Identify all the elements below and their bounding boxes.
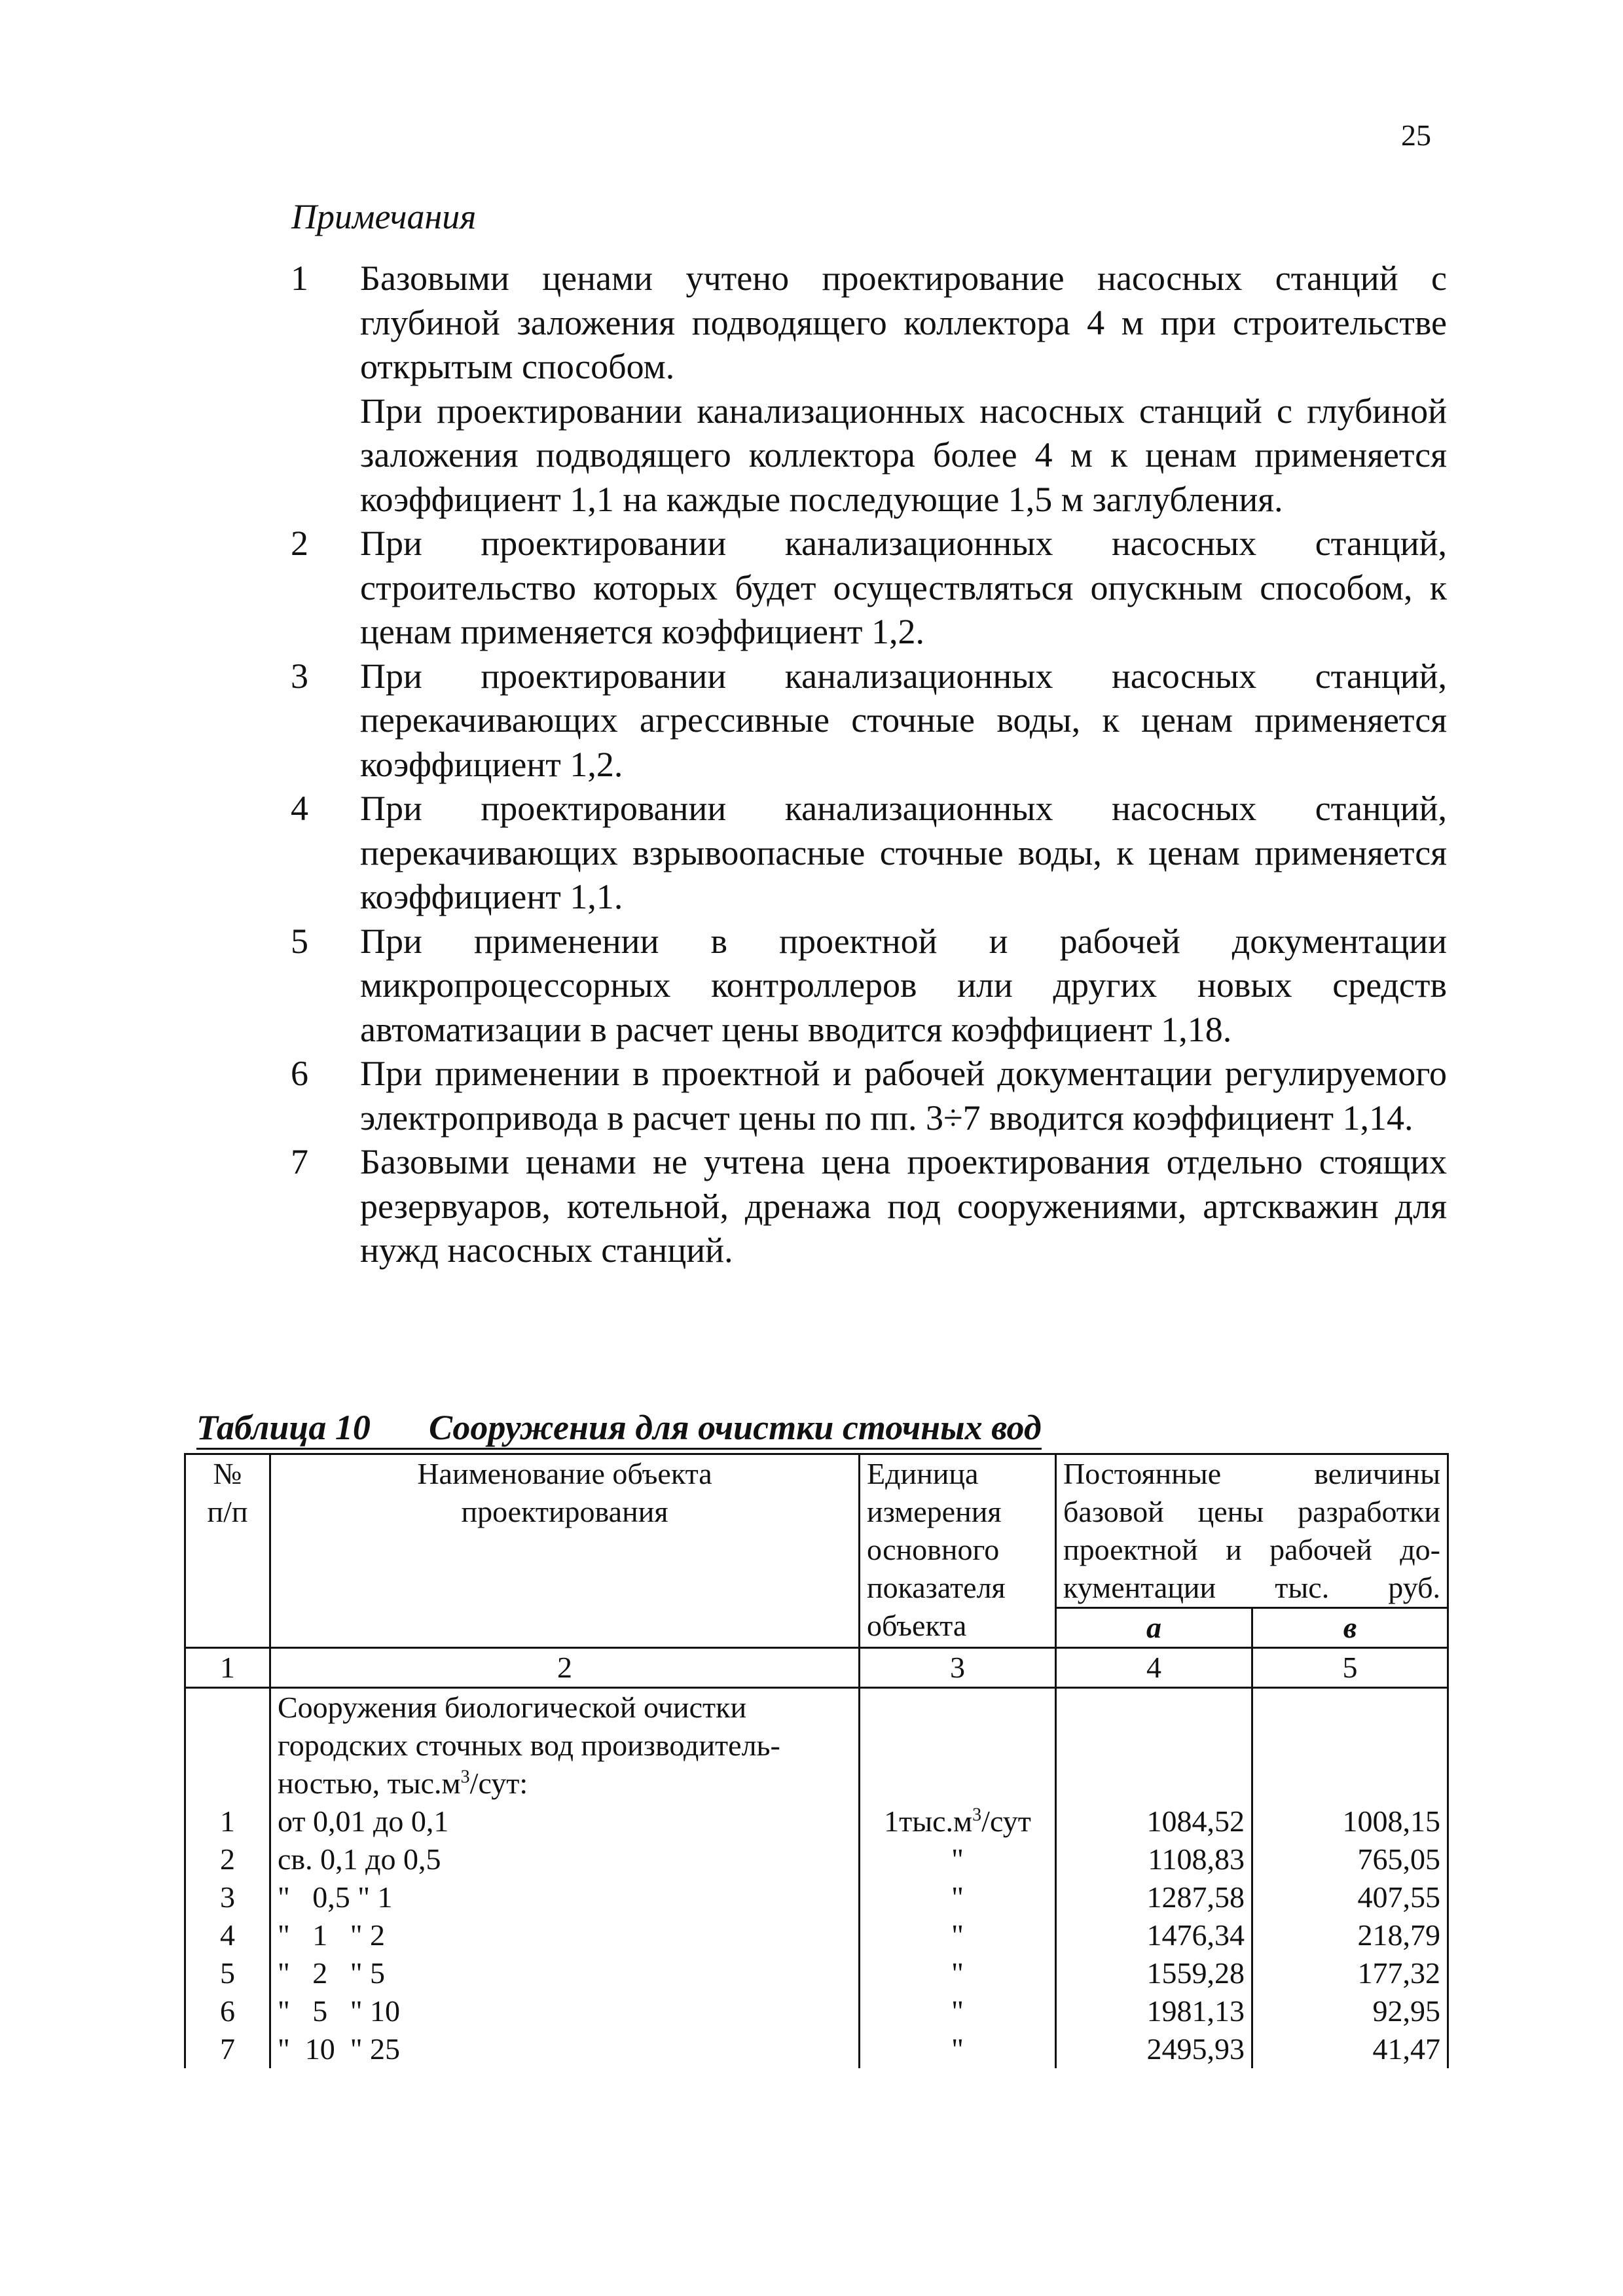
note-text: При проектировании канализационных насосных станций, перекачивающих агрессивные сточные воды, к ценам применяется коэффициент 1,2.: [360, 656, 1447, 784]
page-number: 25: [1401, 118, 1431, 152]
row-value-a: 1084,52: [1056, 1803, 1252, 1840]
header-a: а: [1056, 1608, 1252, 1648]
note-item: [288, 920, 1447, 1052]
row-number: 7: [185, 2030, 270, 2068]
row-unit: ": [860, 1992, 1056, 2030]
colnum-2: 2: [270, 1648, 860, 1688]
row-value-b: 765,05: [1252, 1840, 1448, 1878]
table-row: [185, 1954, 1448, 1992]
note-extra-text: При проектировании канализационных насосных станций с глубиной заложения подводящего коллектора более 4 м к ценам применяется коэффициент 1,1 на каждые последующие 1,5 м заглубления.: [360, 391, 1447, 519]
table-row: [185, 2030, 1448, 2068]
row-value-a: 1559,28: [1056, 1954, 1252, 1992]
note-text: При применении в проектной и рабочей документации микропроцессорных контроллеров или других новых средств автоматизации в расчет цены вводится коэффициент 1,18.: [360, 921, 1447, 1049]
row-value-b: 92,95: [1252, 1992, 1448, 2030]
row-unit: ": [860, 1840, 1056, 1878]
header-number: № п/п: [185, 1454, 270, 1648]
note-number: 4: [291, 789, 308, 828]
note-text: Базовыми ценами не учтена цена проектирования отдельно стоящих резервуаров, котельной, дренажа под сооружениями, артскважин для нужд насосных станций.: [360, 1142, 1447, 1270]
colnum-1: 1: [185, 1648, 270, 1688]
row-value-a: 1287,58: [1056, 1878, 1252, 1916]
note-number: 2: [291, 524, 308, 563]
colnum-3: 3: [860, 1648, 1056, 1688]
note-item: [288, 655, 1447, 787]
row-value-a: 2495,93: [1056, 2030, 1252, 2068]
note-item: [288, 787, 1447, 920]
table-caption: [196, 1407, 1042, 1450]
row-value-a: 1476,34: [1056, 1916, 1252, 1954]
row-unit: ": [860, 1916, 1056, 1954]
row-number: 2: [185, 1840, 270, 1878]
group-heading-row: [185, 1688, 1448, 1803]
table-row: [185, 1878, 1448, 1916]
note-item: [288, 1140, 1447, 1273]
row-number: 4: [185, 1916, 270, 1954]
notes-list: [288, 257, 1447, 1273]
row-name: от 0,01 до 0,1: [270, 1803, 860, 1840]
row-unit: ": [860, 2030, 1056, 2068]
table-caption-title: Сооружения для очистки сточных вод: [429, 1408, 1042, 1447]
note-text: Базовыми ценами учтено проектирование насосных станций с глубиной заложения подводящего коллектора 4 м при строительстве открытым способом.: [360, 259, 1447, 386]
note-text: При проектировании канализационных насосных станций, перекачивающих взрывоопасные сточные воды, к ценам применяется коэффициент 1,1.: [360, 789, 1447, 916]
colnum-4: 4: [1056, 1648, 1252, 1688]
row-value-b: 177,32: [1252, 1954, 1448, 1992]
table-caption-number: Таблица 10: [196, 1408, 371, 1447]
row-number: 6: [185, 1992, 270, 2030]
colnum-5: 5: [1252, 1648, 1448, 1688]
row-name: " 0,5 " 1: [270, 1878, 860, 1916]
row-unit: $1тыс.м^3$/сут: [860, 1803, 1056, 1840]
note-text: При проектировании канализационных насосных станций, строительство которых будет осуществляться опускным способом, к ценам применяется коэффициент 1,2.: [360, 524, 1447, 651]
column-number-row: [185, 1648, 1448, 1688]
note-item: [288, 1052, 1447, 1140]
header-unit: Единица измерения основного показателя объекта: [860, 1454, 1056, 1648]
row-number: 1: [185, 1803, 270, 1840]
note-number: 5: [291, 921, 308, 961]
note-text: При применении в проектной и рабочей документации регулируемого электропривода в расчет цены по пп. 3÷7 вводится коэффициент 1,14.: [360, 1054, 1447, 1138]
header-b: в: [1252, 1608, 1448, 1648]
row-value-b: 1008,15: [1252, 1803, 1448, 1840]
row-name: св. 0,1 до 0,5: [270, 1840, 860, 1878]
row-value-b: 407,55: [1252, 1878, 1448, 1916]
table-row: [185, 1992, 1448, 2030]
note-number: 7: [291, 1142, 308, 1181]
note-item: [288, 257, 1447, 522]
row-name: " 5 " 10: [270, 1992, 860, 2030]
row-value-b: 41,47: [1252, 2030, 1448, 2068]
row-name: " 10 " 25: [270, 2030, 860, 2068]
note-number: 1: [291, 259, 308, 298]
header-object-name: Наименование объекта проектирования: [270, 1454, 860, 1648]
row-number: 5: [185, 1954, 270, 1992]
row-number: 3: [185, 1878, 270, 1916]
table-row: [185, 1803, 1448, 1840]
row-unit: ": [860, 1954, 1056, 1992]
row-name: " 2 " 5: [270, 1954, 860, 1992]
table-row: [185, 1840, 1448, 1878]
row-value-a: 1981,13: [1056, 1992, 1252, 2030]
data-table: [184, 1453, 1449, 2068]
row-name: " 1 " 2: [270, 1916, 860, 1954]
notes-title: Примечания: [291, 197, 477, 236]
note-number: 3: [291, 656, 308, 696]
group-heading: Сооружения биологической очистки городских сточных вод производитель- ностью, $тыс.м^3$/сут:: [270, 1688, 860, 1803]
row-unit: ": [860, 1878, 1056, 1916]
table-row: [185, 1916, 1448, 1954]
header-constants: Постоянные величины базовой цены разработки проектной и рабочей до- кументации тыс. руб.: [1056, 1454, 1448, 1608]
table-header-row: [185, 1454, 1448, 1608]
note-number: 6: [291, 1054, 308, 1093]
row-value-b: 218,79: [1252, 1916, 1448, 1954]
row-value-a: 1108,83: [1056, 1840, 1252, 1878]
note-item: [288, 522, 1447, 655]
